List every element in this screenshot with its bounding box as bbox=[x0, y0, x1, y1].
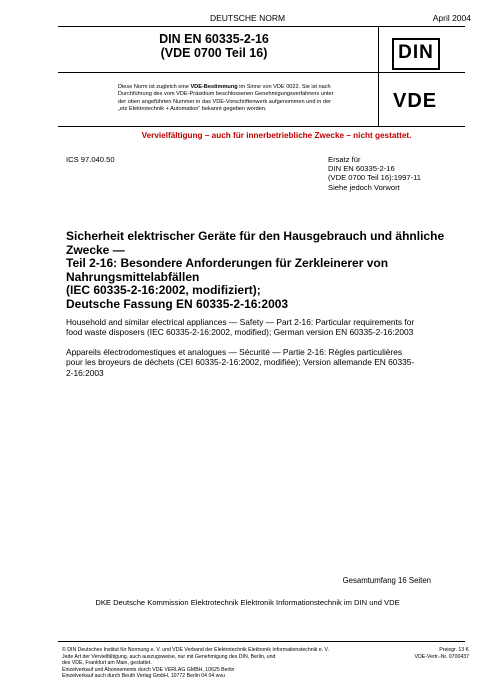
reproduction-notice: Vervielfältigung – auch für innerbetriebliche Zwecke – nicht gestattet. bbox=[141, 131, 412, 140]
replacement-info bbox=[328, 155, 421, 192]
standard-vde-part: (VDE 0700 Teil 16) bbox=[160, 46, 268, 60]
notice-line-1-post: im Sinne von VDE 0022. Sie ist nach bbox=[237, 84, 331, 90]
title-en-line-2: food waste disposers (IEC 60335-2-16:2002, modified); German version EN 60335-2-16:2003 bbox=[66, 327, 414, 338]
dke-line: DKE Deutsche Kommission Elektrotechnik Elektronik Informationstechnik im DIN und VDE bbox=[95, 598, 400, 607]
replacement-line-3: (VDE 0700 Teil 16):1997-11 bbox=[328, 173, 422, 183]
notice-bottom-rule bbox=[58, 126, 465, 127]
top-rule bbox=[58, 26, 465, 27]
footer-rule bbox=[58, 641, 465, 642]
mid-rule bbox=[58, 72, 465, 73]
header-title: DEUTSCHE NORM bbox=[209, 13, 286, 23]
order-number: VDE-Vertr.-Nr. 0700437 bbox=[414, 653, 469, 660]
notice-line-1-bold: VDE-Bestimmung bbox=[190, 84, 238, 90]
footer-line-5: Einzelverkauf auch durch Beuth Verlag GmbH, 10772 Berlin 04 04 wvu bbox=[62, 673, 225, 680]
vde-logo: VDE bbox=[393, 90, 438, 112]
logo-divider bbox=[378, 26, 379, 126]
price-info bbox=[415, 647, 470, 660]
notice-line-4: „etz Elektrotechnik + Automation“ bekannt gegeben worden. bbox=[118, 105, 267, 112]
notice-line-1-pre: Diese Norm ist zugleich eine bbox=[118, 84, 191, 90]
replacement-line-2: DIN EN 60335-2-16 bbox=[328, 164, 395, 174]
title-fr-line-3: 2-16:2003 bbox=[66, 367, 104, 378]
title-fr-line-2: pour les broyeurs de déchets (CEI 60335-2-16:2002, modifiée); Version allemande EN 60335- bbox=[66, 357, 415, 368]
replacement-line-4: Siehe jedoch Vorwort bbox=[328, 182, 400, 192]
replacement-line-1: Ersatz für bbox=[328, 155, 361, 164]
footer-copyright bbox=[62, 647, 392, 680]
title-en-line-1: Household and similar electrical appliances — Safety — Part 2-16: Particular requirements for bbox=[66, 317, 415, 327]
vde-notice bbox=[118, 84, 373, 113]
title-de-line-6: Deutsche Fassung EN 60335-2-16:2003 bbox=[66, 296, 289, 311]
notice-line-2: Durchführung des vom VDE-Präsidium beschlossenen Genehmigungsverfahrens unter bbox=[118, 91, 334, 98]
header-date: April 2004 bbox=[432, 13, 471, 23]
title-de-line-5: (IEC 60335-2-16:2002, modifiziert); bbox=[66, 283, 261, 297]
din-logo bbox=[392, 38, 440, 70]
standard-number: DIN EN 60335-2-16 bbox=[159, 32, 269, 46]
title-de-line-4: Nahrungsmittelabfällen bbox=[66, 269, 200, 284]
din-logo-text: DIN bbox=[398, 42, 434, 63]
title-de-line-2: Zwecke — bbox=[66, 242, 125, 257]
ics-code: ICS 97.040.50 bbox=[66, 155, 115, 164]
footer-line-3: des VDE, Frankfurt am Main, gestattet. bbox=[62, 660, 152, 667]
total-pages: Gesamtumfang 16 Seiten bbox=[342, 576, 431, 585]
standard-designation bbox=[58, 32, 370, 60]
title-english bbox=[66, 317, 438, 338]
title-de-line-3: Teil 2-16: Besondere Anforderungen für Zerkleinerer von bbox=[66, 256, 389, 270]
footer-line-2: Jede Art der Vervielfältigung, auch auszugsweise, nur mit Genehmigung des DIN, Berlin, und bbox=[62, 653, 276, 660]
title-german bbox=[66, 229, 445, 311]
footer-line-4: Einzelverkauf und Abonnements durch VDE VERLAG GMBH, 10625 Berlin bbox=[62, 666, 235, 673]
footer-line-1: © DIN Deutsches Institut für Normung e. V. und VDE Verband der Elektrotechnik Elektronik Informationstechnik e. V. bbox=[62, 647, 329, 653]
title-fr-line-1: Appareils électrodomestiques et analogues — Sécurité — Partie 2-16: Règles particulières bbox=[66, 347, 403, 357]
title-de-line-1: Sicherheit elektrischer Geräte für den Hausgebrauch und ähnliche bbox=[66, 229, 445, 243]
notice-line-3: der oben angeführten Nummer in das VDE-Vorschriftenwerk aufgenommen und in der bbox=[118, 98, 331, 105]
price-group: Preisgr. 13 K bbox=[439, 647, 469, 653]
title-french bbox=[66, 347, 438, 378]
notice-line-1 bbox=[118, 84, 373, 91]
